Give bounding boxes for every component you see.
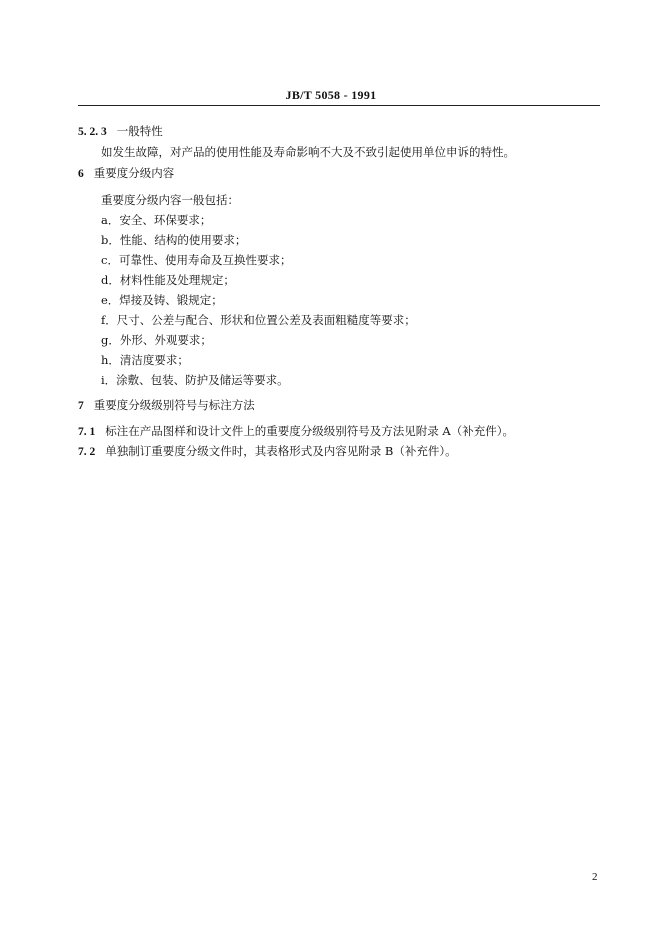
section-7-1 — [78, 424, 514, 439]
list-item: b．性能、结构的使用要求； — [101, 233, 247, 247]
section-6-intro: 重要度分级内容一般包括： — [101, 193, 239, 207]
list-item: h．清洁度要求； — [101, 353, 189, 367]
section-title: 重要度分级级别符号与标注方法 — [93, 398, 255, 412]
page-number: 2 — [592, 871, 598, 883]
section-number: 7 — [78, 400, 84, 412]
list-item: i．涂敷、包装、防护及储运等要求。 — [101, 373, 289, 387]
list-item: a．安全、环保要求； — [101, 213, 212, 227]
section-title: 重要度分级内容 — [93, 166, 175, 180]
section-number: 7. 1 — [78, 426, 96, 438]
list-item: d．材料性能及处理规定； — [101, 273, 235, 287]
section-title: 一般特性 — [116, 124, 163, 138]
section-7-heading — [78, 398, 255, 413]
section-number: 5. 2. 3 — [78, 126, 107, 138]
section-text: 标注在产品图样和设计文件上的重要度分级级别符号及方法见附录 A（补充件）。 — [105, 424, 514, 438]
list-item: g．外形、外观要求； — [101, 333, 212, 347]
section-number: 6 — [78, 168, 84, 180]
section-number: 7. 2 — [78, 446, 96, 458]
list-item: f．尺寸、公差与配合、形状和位置公差及表面粗糙度等要求； — [101, 313, 416, 327]
standard-number-header: JB/T 5058 - 1991 — [285, 88, 377, 102]
section-5-2-3-heading — [78, 124, 163, 139]
section-5-2-3-text: 如发生故障，对产品的使用性能及寿命影响不大及不致引起使用单位申诉的特性。 — [101, 145, 515, 159]
header-rule — [78, 105, 600, 106]
list-item: e．焊接及铸、锻规定； — [101, 293, 223, 307]
section-7-2 — [78, 444, 457, 459]
section-text: 单独制订重要度分级文件时，其表格形式及内容见附录 B（补充件）。 — [105, 444, 457, 458]
list-item: c．可靠性、使用寿命及互换性要求； — [101, 253, 292, 267]
section-6-heading — [78, 166, 174, 181]
